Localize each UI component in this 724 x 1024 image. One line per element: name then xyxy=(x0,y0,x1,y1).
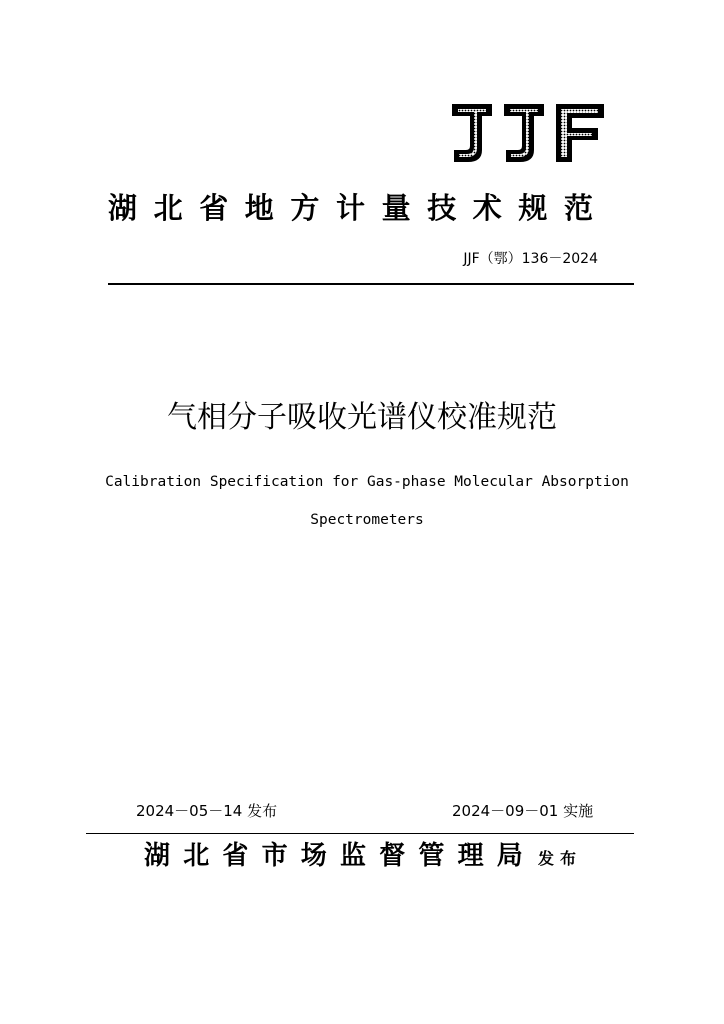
issuer-name: 湖北省市场监督管理局 xyxy=(144,841,537,871)
logo-letter-f xyxy=(556,104,604,162)
spec-series-title: 湖北省地方计量技术规范 xyxy=(108,191,610,225)
issuer-suffix: 发布 xyxy=(538,849,583,868)
document-title-english-line1: Calibration Specification for Gas-phase Molecular Absorption xyxy=(105,474,629,490)
implementation-date: 2024－09－01 实施 xyxy=(452,802,594,820)
issuing-authority xyxy=(144,836,582,879)
document-title-english-line2: Spectrometers xyxy=(310,512,424,528)
header-divider xyxy=(108,283,634,285)
jjf-logo xyxy=(446,100,606,166)
logo-letter-j2 xyxy=(504,104,544,162)
issue-date: 2024－05－14 发布 xyxy=(136,802,278,820)
footer-divider xyxy=(86,833,634,834)
document-number: JJF（鄂）136－2024 xyxy=(463,251,598,267)
document-title-chinese: 气相分子吸收光谱仪校准规范 xyxy=(167,400,557,435)
logo-letter-j1 xyxy=(452,104,492,162)
